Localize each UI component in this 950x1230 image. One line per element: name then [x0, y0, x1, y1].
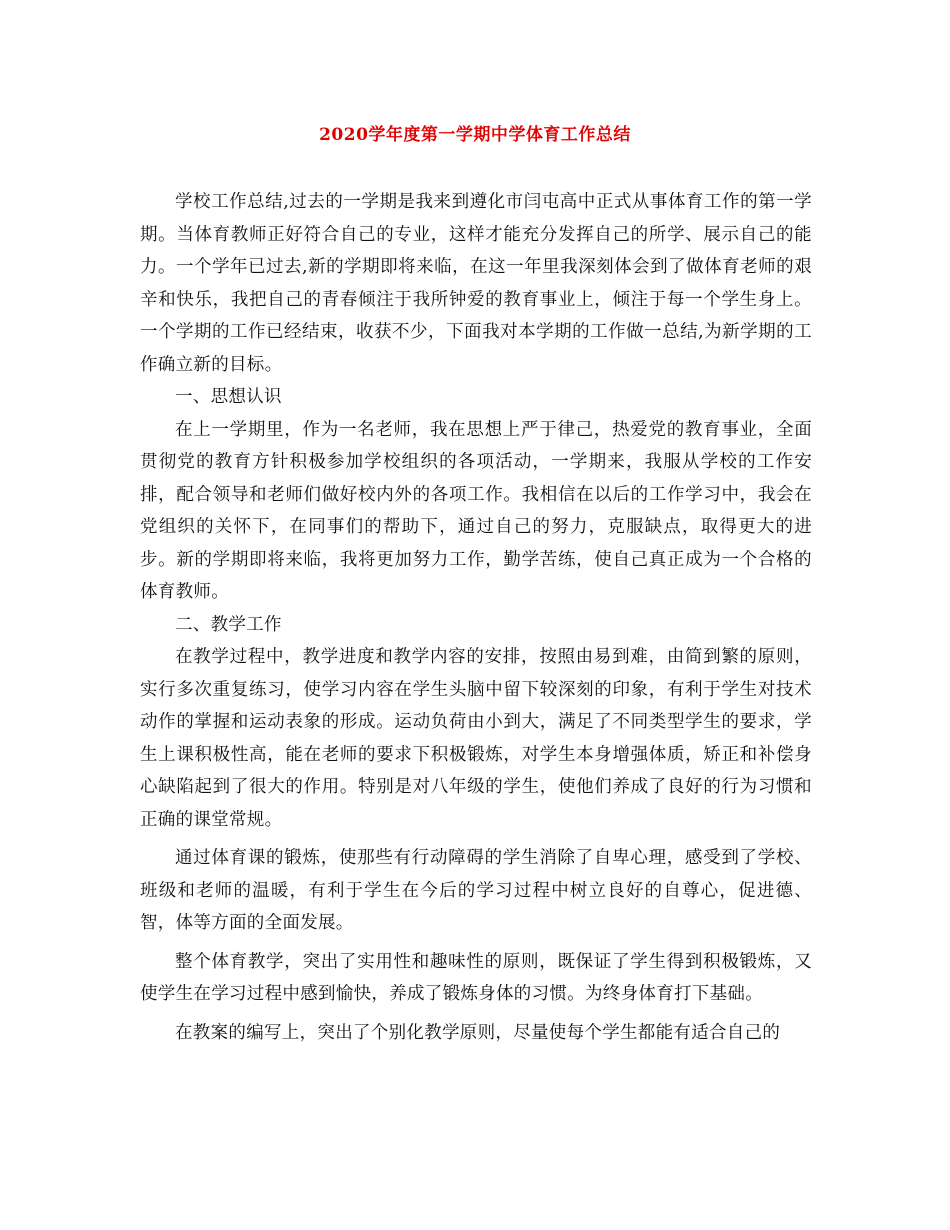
- section-heading-teaching: 二、教学工作: [175, 614, 282, 635]
- document-body: [140, 186, 812, 1049]
- document-title: 2020学年度第一学期中学体育工作总结: [319, 125, 631, 145]
- section-heading-thought: 一、思想认识: [175, 387, 282, 407]
- paragraph-intro: 学校工作总结,过去的一学期是我来到遵化市闫屯高中正式从事体育工作的第一学期。当体育教师正好符合自己的专业，这样才能充分发挥自己的所学、展示自己的能力。一个学年已过去,新的学期即将来临，在这一年里我深刻体会到了做体育老师的艰辛和快乐，我把自己的青春倾注于我所钟爱的教育事业上，倾注于每一个学生身上。一个学期的工作已经结束，收获不少，下面我对本学期的工作做一总结,为新学期的工作确立新的目标。: [140, 192, 812, 375]
- paragraph-lesson-plan: 在教案的编写上，突出了个别化教学原则，尽量使每个学生都能有适合自己的: [175, 1022, 781, 1043]
- paragraph-teaching-process: 在教学过程中，教学进度和教学内容的安排，按照由易到难，由简到繁的原则，实行多次重复练习，使学习内容在学生头脑中留下较深刻的印象，有利于学生对技术动作的掌握和运动表象的形成。运动负荷由小到大，满足了不同类型学生的要求，学生上课积极性高，能在老师的要求下积极锻炼，对学生本身增强体质，矫正和补偿身心缺陷起到了很大的作用。特别是对八年级的学生，使他们养成了良好的行为习惯和正确的课堂常规。: [140, 647, 812, 830]
- paragraph-pe-class-effect: 通过体育课的锻炼，使那些有行动障碍的学生消除了自卑心理，感受到了学校、班级和老师的温暖，有利于学生在今后的学习过程中树立良好的自尊心，促进德、智，体等方面的全面发展。: [140, 848, 812, 933]
- paragraph-teaching-principle: 整个体育教学，突出了实用性和趣味性的原则，既保证了学生得到积极锻炼，又使学生在学习过程中感到愉快，养成了锻炼身体的习惯。为终身体育打下基础。: [140, 951, 812, 1004]
- paragraph-thought: 在上一学期里，作为一名老师，我在思想上严于律己，热爱党的教育事业，全面贯彻党的教育方针积极参加学校组织的各项活动，一学期来，我服从学校的工作安排，配合领导和老师们做好校内外的各项工作。我相信在以后的工作学习中，我会在党组织的关怀下，在同事们的帮助下，通过自己的努力，克服缺点，取得更大的进步。新的学期即将来临，我将更加努力工作，勤学苦练，使自己真正成为一个合格的体育教师。: [140, 419, 812, 602]
